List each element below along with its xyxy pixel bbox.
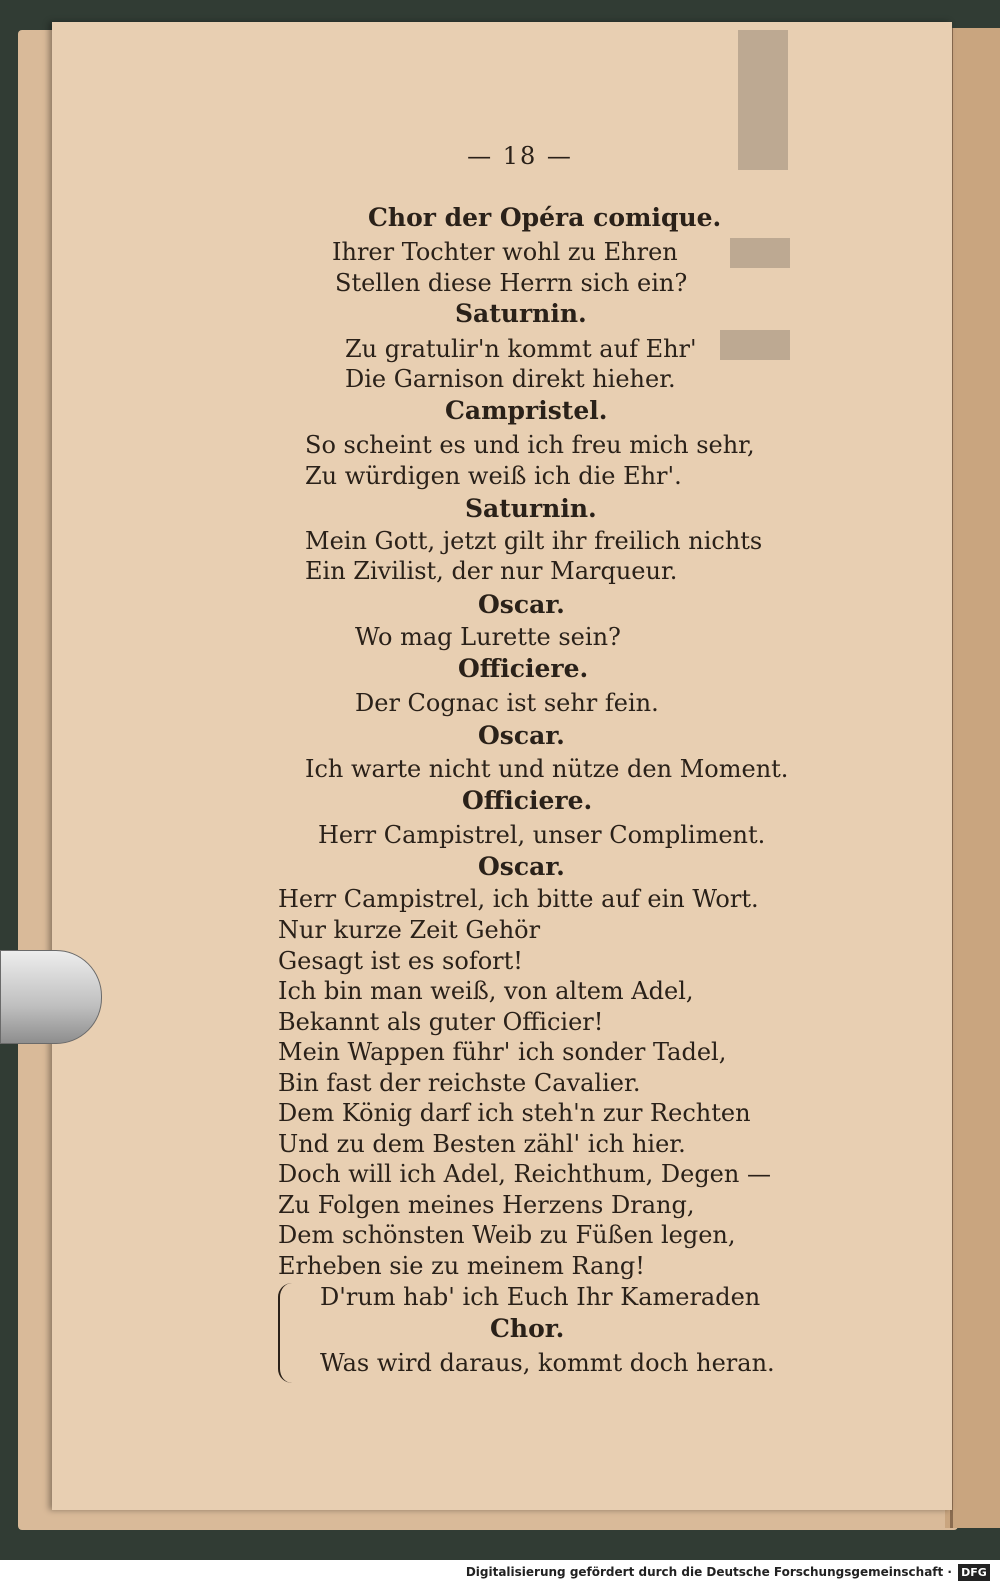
verse-line: Die Garnison direkt hieher. [345,365,676,393]
verse-line: Dem König darf ich steh'n zur Rechten [278,1099,751,1127]
verse-line: Mein Wappen führ' ich sonder Tadel, [278,1038,727,1066]
speaker-heading: Officiere. [462,786,593,815]
verse-line: Herr Campistrel, ich bitte auf ein Wort. [278,885,759,913]
verse-line: Dem schönsten Weib zu Füßen legen, [278,1221,736,1249]
verse-line: So scheint es und ich freu mich sehr, [305,431,755,459]
verse-line: Was wird daraus, kommt doch heran. [320,1349,775,1377]
footer-credit: Digitalisierung gefördert durch die Deutsche Forschungsgemeinschaft · [465,1565,952,1579]
speaker-heading: Officiere. [458,654,589,683]
verse-line: Bin fast der reichste Cavalier. [278,1069,641,1097]
speaker-heading: Chor. [490,1314,565,1343]
verse-brace [278,1283,294,1383]
speaker-heading: Oscar. [478,590,565,619]
verse-line: Doch will ich Adel, Reichthum, Degen — [278,1160,771,1188]
verse-line: Ich bin man weiß, von altem Adel, [278,977,694,1005]
digitization-footer [0,1560,1000,1586]
verse-line: Erheben sie zu meinem Rang! [278,1252,645,1280]
verse-line: Und zu dem Besten zähl' ich hier. [278,1130,686,1158]
verse-line: Ihrer Tochter wohl zu Ehren [332,238,678,266]
speaker-heading: Saturnin. [465,494,597,523]
verse-line: Wo mag Lurette sein? [355,623,621,651]
verse-line: Stellen diese Herrn sich ein? [335,269,688,297]
verse-line: Zu würdigen weiß ich die Ehr'. [305,462,682,490]
verse-line: Ein Zivilist, der nur Marqueur. [305,557,678,585]
speaker-heading: Chor der Opéra comique. [368,203,722,232]
dfg-logo: DFG [958,1564,990,1581]
verse-line: Zu Folgen meines Herzens Drang, [278,1191,695,1219]
verse-line: Der Cognac ist sehr fein. [355,689,659,717]
verse-line: Ich warte nicht und nütze den Moment. [305,755,789,783]
verse-line: D'rum hab' ich Euch Ihr Kameraden [320,1283,761,1311]
speaker-heading: Oscar. [478,721,565,750]
speaker-heading: Campristel. [445,396,608,425]
verse-line: Mein Gott, jetzt gilt ihr freilich nichts [305,527,763,555]
speaker-heading: Saturnin. [455,299,587,328]
verse-line: Zu gratulir'n kommt auf Ehr' [345,335,697,363]
verse-line: Herr Campistrel, unser Compliment. [318,821,766,849]
speaker-heading: Oscar. [478,852,565,881]
page-number: — 18 — [467,142,573,170]
verse-line: Gesagt ist es sofort! [278,947,523,975]
verse-line: Nur kurze Zeit Gehör [278,916,541,944]
verse-line: Bekannt als guter Officier! [278,1008,604,1036]
